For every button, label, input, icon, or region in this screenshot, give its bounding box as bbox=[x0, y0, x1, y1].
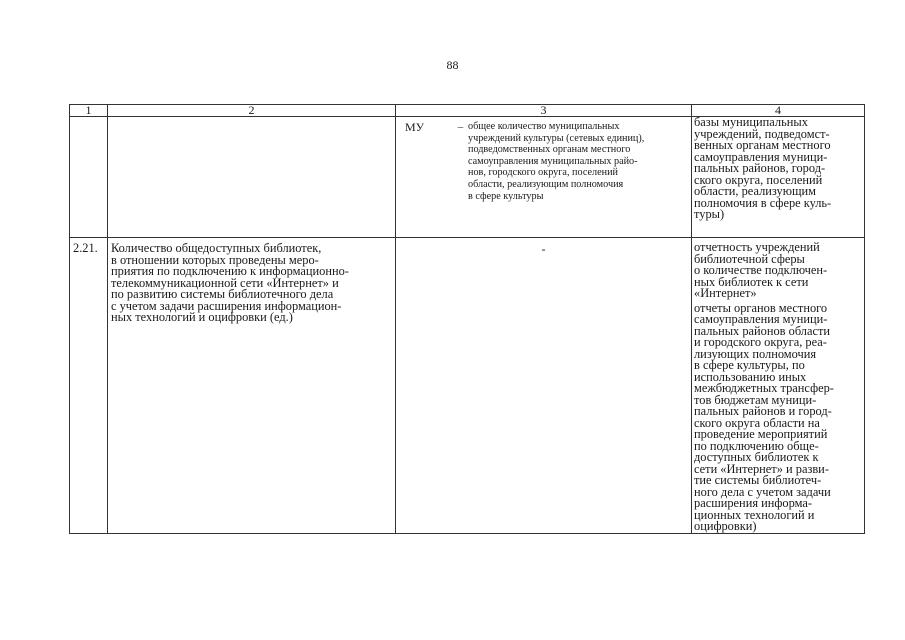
cell-formula-continued bbox=[396, 117, 692, 238]
cell-indicator-name bbox=[108, 238, 396, 534]
indicator-name: Количество общедоступных библиотек, в отношении которых проведены меро- приятия по подключению к информационно- телекоммуникационной сети «Интернет» и по развитию системы библиотечного дела с учетом задачи расширения информацион- ных технологий и оцифровки (ед.) bbox=[111, 241, 349, 324]
table-row-2-21 bbox=[70, 238, 865, 534]
header-col-2: 2 bbox=[108, 105, 396, 117]
header-col-1: 1 bbox=[70, 105, 108, 117]
cell-empty-name bbox=[108, 117, 396, 238]
cell-source bbox=[692, 238, 865, 534]
cell-source-continued bbox=[692, 117, 865, 238]
row-number: 2.21. bbox=[73, 241, 98, 255]
formula-dash: - bbox=[541, 242, 546, 256]
header-col-3: 3 bbox=[396, 105, 692, 117]
source-text-continued: базы муниципальных учреждений, подведомст- венных органам местного самоуправления муници- пальных районов, город- ского округа, поселений области, реализующим полномочия в сфере куль- туры) bbox=[694, 115, 832, 221]
cell-formula bbox=[396, 238, 692, 534]
indicator-table bbox=[69, 104, 865, 534]
source-text-2: отчеты органов местного самоуправления муници- пальных районов области и городского округа, реа- лизующих полномочия в сфере культуры, по использованию иных межбюджетных трансфер- тов бюджетам муници- пальных районов и город- ского округа области на проведение мероприятий по подключению обще- доступных библиотек к сети «Интернет» и разви- тие системы библиотеч- ного дела с учетом задачи расширения информа- ционных технологий и оцифровки) bbox=[694, 300, 834, 533]
header-col-4: 4 bbox=[692, 105, 865, 117]
table-row-continued bbox=[70, 117, 865, 238]
cell-empty-number bbox=[70, 117, 108, 238]
page-number: 88 bbox=[446, 58, 459, 72]
abbr-label: МУ bbox=[405, 120, 425, 134]
dash-symbol: – bbox=[457, 121, 464, 133]
variable-description: общее количество муниципальных учреждений культуры (сетевых единиц), подведомственных органам местного самоуправления муниципальных райо- нов, городского округа, поселений области, реализующим полномочия в сфере культуры bbox=[468, 121, 645, 202]
cell-number bbox=[70, 238, 108, 534]
source-text-1: отчетность учреждений библиотечной сферы о количестве подключен- ных библиотек к сети «Интернет» bbox=[694, 240, 828, 300]
